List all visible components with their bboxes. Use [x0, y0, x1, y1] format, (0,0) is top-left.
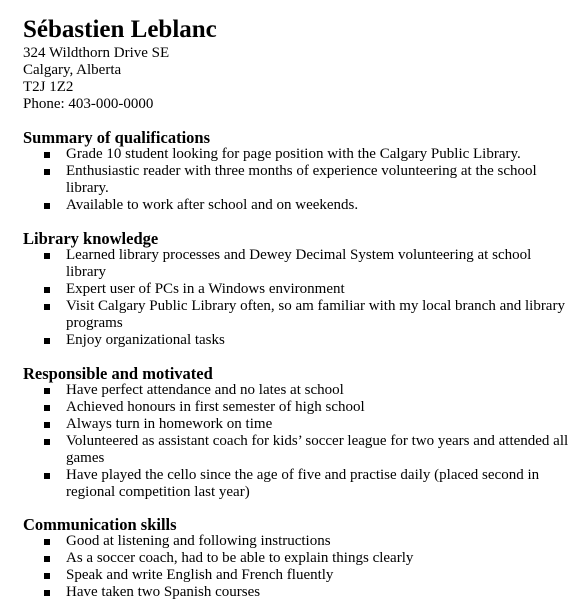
list-item-text: Enthusiastic reader with three months of experience volunteering at the school library. [66, 163, 537, 196]
list-item [23, 550, 580, 567]
list-item [23, 533, 580, 550]
section-library-knowledge [23, 230, 580, 349]
list-item-text: Have played the cello since the age of five and practise daily (placed second in regional competition last year) [66, 467, 540, 500]
section-title: Communication skills [23, 515, 177, 534]
list-item [23, 332, 580, 349]
list-item [23, 146, 580, 163]
list-item [23, 399, 580, 416]
square-bullet-icon [44, 287, 50, 293]
phone-number: Phone: 403-000-0000 [23, 96, 154, 112]
square-bullet-icon [44, 439, 50, 445]
list-item [23, 298, 580, 332]
list-item-text: Have taken two Spanish courses [66, 584, 261, 600]
list-item-text: Available to work after school and on weekends. [66, 197, 359, 213]
section-summary-of-qualifications [23, 129, 580, 214]
square-bullet-icon [44, 573, 50, 579]
section-communication-skills [23, 516, 580, 601]
list-item-text: Achieved honours in first semester of high school [66, 399, 365, 415]
square-bullet-icon [44, 203, 50, 209]
list-item [23, 433, 580, 467]
list-item-text: Learned library processes and Dewey Decimal System volunteering at school library [66, 247, 532, 280]
list-item-text: Have perfect attendance and no lates at school [66, 382, 344, 398]
list-item-text: Visit Calgary Public Library often, so am familiar with my local branch and library programs [66, 298, 565, 331]
square-bullet-icon [44, 253, 50, 259]
list-item-text: Good at listening and following instructions [66, 533, 331, 549]
square-bullet-icon [44, 539, 50, 545]
bullet-list [23, 247, 580, 349]
square-bullet-icon [44, 422, 50, 428]
list-item-text: Enjoy organizational tasks [66, 332, 225, 348]
list-item [23, 163, 580, 197]
bullet-list [23, 382, 580, 501]
applicant-name: Sébastien Leblanc [23, 16, 217, 43]
list-item [23, 382, 580, 399]
address-line-2: Calgary, Alberta [23, 62, 122, 78]
list-item-text: Volunteered as assistant coach for kids’ soccer league for two years and attended all games [66, 433, 569, 466]
list-item [23, 467, 580, 501]
list-item [23, 584, 580, 601]
list-item [23, 567, 580, 584]
square-bullet-icon [44, 169, 50, 175]
list-item [23, 247, 580, 281]
square-bullet-icon [44, 304, 50, 310]
square-bullet-icon [44, 473, 50, 479]
bullet-list [23, 146, 580, 214]
square-bullet-icon [44, 388, 50, 394]
section-title: Summary of qualifications [23, 128, 211, 147]
square-bullet-icon [44, 405, 50, 411]
list-item-text: Grade 10 student looking for page position with the Calgary Public Library. [66, 146, 521, 162]
list-item [23, 416, 580, 433]
list-item-text: Speak and write English and French fluently [66, 567, 334, 583]
square-bullet-icon [44, 590, 50, 596]
list-item-text: As a soccer coach, had to be able to explain things clearly [66, 550, 414, 566]
list-item-text: Expert user of PCs in a Windows environment [66, 281, 345, 297]
postal-code: T2J 1Z2 [23, 79, 74, 95]
square-bullet-icon [44, 152, 50, 158]
section-responsible-and-motivated [23, 365, 580, 501]
address-line-1: 324 Wildthorn Drive SE [23, 45, 170, 61]
square-bullet-icon [44, 556, 50, 562]
section-title: Responsible and motivated [23, 364, 213, 383]
resume-header [23, 15, 580, 113]
section-title: Library knowledge [23, 229, 159, 248]
list-item-text: Always turn in homework on time [66, 416, 273, 432]
square-bullet-icon [44, 338, 50, 344]
bullet-list [23, 533, 580, 601]
list-item [23, 197, 580, 214]
list-item [23, 281, 580, 298]
